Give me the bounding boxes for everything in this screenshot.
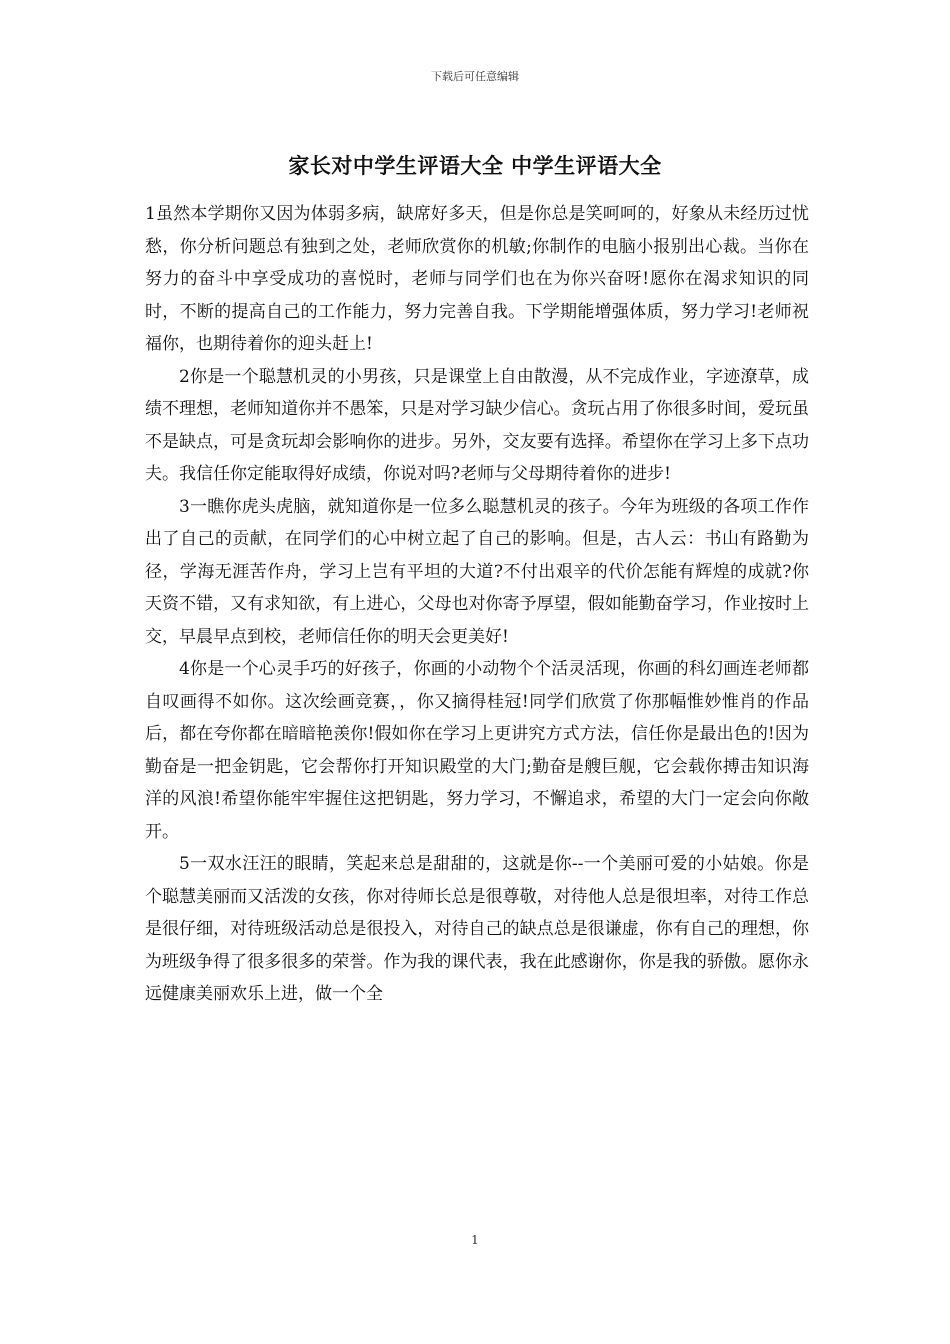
paragraph-5: 5一双水汪汪的眼睛，笑起来总是甜甜的，这就是你--一个美丽可爱的小姑娘。你是个聪慧美丽而又活泼的女孩，你对待师长总是很尊敬，对待他人总是很坦率，对待工作总是很仔细，对待班级活动总是很投入，对待自己的缺点总是很谦虚，你有自己的理想，你为班级争得了很多很多的荣誉。作为我的课代表，我在此感谢你，你是我的骄傲。愿你永远健康美丽欢乐上进，做一个全 bbox=[145, 854, 809, 1004]
paragraph-4: 4你是一个心灵手巧的好孩子，你画的小动物个个活灵活现，你画的科幻画连老师都自叹画得不如你。这次绘画竞赛，，你又摘得桂冠!同学们欣赏了你那幅惟妙惟肖的作品后，都在夸你都在暗暗艳羡你!假如你在学习上更讲究方式方法，信任你是最出色的!因为勤奋是一把金钥匙，它会帮你打开知识殿堂的大门;勤奋是艘巨舰，它会载你搏击知识海洋的风浪!希望你能牢牢握住这把钥匙，努力学习，不懈追求，希望的大门一定会向你敞开。 bbox=[145, 659, 809, 842]
paragraph-2: 2你是一个聪慧机灵的小男孩，只是课堂上自由散漫，从不完成作业，字迹潦草，成绩不理想，老师知道你并不愚笨，只是对学习缺少信心。贪玩占用了你很多时间，爱玩虽不是缺点，可是贪玩却会影响你的进步。另外，交友要有选择。希望你在学习上多下点功夫。我信任你定能取得好成绩，你说对吗?老师与父母期待着你的进步! bbox=[145, 366, 809, 484]
paragraph-3: 3一瞧你虎头虎脑，就知道你是一位多么聪慧机灵的孩子。今年为班级的各项工作作出了自己的贡献，在同学们的心中树立起了自己的影响。但是，古人云：书山有路勤为径，学海无涯苦作舟，学习上岂有平坦的大道?不付出艰辛的代价怎能有辉煌的成就?你天资不错，又有求知欲，有上进心，父母也对你寄予厚望，假如能勤奋学习，作业按时上交，早晨早点到校，老师信任你的明天会更美好! bbox=[145, 496, 809, 647]
document-title: 家长对中学生评语大全 中学生评语大全 bbox=[288, 154, 662, 178]
page-header: 下载后可任意编辑 bbox=[431, 70, 519, 83]
page-number: 1 bbox=[471, 1233, 479, 1247]
document-body bbox=[145, 198, 809, 1011]
paragraph-1: 1虽然本学期你又因为体弱多病，缺席好多天，但是你总是笑呵呵的，好象从未经历过忧愁，你分析问题总有独到之处，老师欣赏你的机敏;你制作的电脑小报别出心裁。当你在努力的奋斗中享受成功的喜悦时，老师与同学们也在为你兴奋呀!愿你在渴求知识的同时，不断的提高自己的工作能力，努力完善自我。下学期能增强体质，努力学习!老师祝福你，也期待着你的迎头赶上! bbox=[145, 204, 809, 354]
